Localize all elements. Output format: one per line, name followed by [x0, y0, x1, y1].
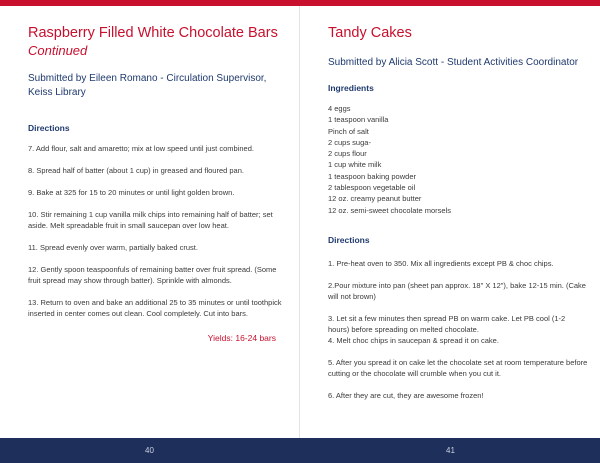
- submitted-by: Submitted by Alicia Scott - Student Activities Coordinator: [328, 57, 579, 68]
- yields-label: Yields: 16-24 bars: [207, 333, 276, 343]
- page-number-right: 41: [446, 446, 455, 455]
- direction-step: 2.Pour mixture into pan (sheet pan approx. 18" X 12"), bake 12-15 min. (Cake will not brown): [328, 280, 586, 301]
- ingredient-item: 12 oz. semi-sweet chocolate morsels: [328, 205, 451, 215]
- ingredient-item: 2 cups suga-: [328, 137, 371, 147]
- direction-step: 7. Add flour, salt and amaretto; mix at low speed until just combined.: [28, 144, 254, 153]
- ingredients-list: [328, 103, 588, 216]
- ingredient-item: Pinch of salt: [328, 126, 369, 136]
- ingredient-item: 12 oz. creamy peanut butter: [328, 194, 422, 204]
- recipe-subtitle: Continued: [28, 43, 88, 58]
- direction-step: 13. Return to oven and bake an additional 25 to 35 minutes or until toothpick inserted in center comes out clean. Cool completely. Cut into bars.: [28, 298, 282, 318]
- ingredient-item: 2 tablespoon vegetable oil: [328, 183, 416, 193]
- directions-heading: Directions: [328, 234, 370, 245]
- direction-step: 8. Spread half of batter (about 1 cup) in greased and floured pan.: [28, 166, 244, 175]
- ingredient-item: 1 teaspoon vanilla: [328, 115, 389, 125]
- footer-bar: [0, 438, 600, 463]
- direction-step: 3. Let sit a few minutes then spread PB on warm cake. Let PB cool (1-2 hours) before spreading on melted chocolate.: [328, 313, 566, 334]
- recipe-title: Tandy Cakes: [328, 25, 412, 41]
- ingredient-item: 4 eggs: [328, 104, 351, 113]
- left-page: [0, 6, 300, 438]
- direction-step: 4. Melt choc chips in saucepan & spread it on cake.: [328, 335, 499, 345]
- direction-step: 1. Pre-heat oven to 350. Mix all ingredients except PB & choc chips.: [328, 258, 554, 268]
- direction-step: 10. Stir remaining 1 cup vanilla milk chips into remaining half of batter; set aside. Melt spreadable fruit in small saucepan over low heat.: [28, 210, 273, 230]
- directions-heading: Directions: [28, 123, 70, 133]
- ingredient-item: 1 teaspoon baking powder: [328, 171, 416, 181]
- direction-step: 12. Gently spoon teaspoonfuls of remaining batter over fruit spread. (Some fruit spread may show through batter). Sprinkle with almonds.: [28, 265, 277, 285]
- submitted-by: Submitted by Eileen Romano - Circulation Supervisor, Keiss Library: [28, 73, 267, 98]
- direction-step: 5. After you spread it on cake let the chocolate set at room temperature before cutting or the chocolate will crumble when you cut it.: [328, 357, 588, 378]
- direction-step: 9. Bake at 325 for 15 to 20 minutes or until light golden brown.: [28, 188, 235, 197]
- recipe-title: Raspberry Filled White Chocolate Bars: [28, 25, 278, 41]
- direction-step: 6. After they are cut, they are awesome frozen!: [328, 390, 484, 400]
- ingredient-item: 1 cup white milk: [328, 160, 382, 170]
- ingredient-item: 2 cups flour: [328, 149, 367, 159]
- page-number-left: 40: [145, 446, 154, 455]
- ingredients-heading: Ingredients: [328, 83, 374, 93]
- right-page: [300, 6, 600, 438]
- direction-step: 11. Spread evenly over warm, partially baked crust.: [28, 243, 198, 252]
